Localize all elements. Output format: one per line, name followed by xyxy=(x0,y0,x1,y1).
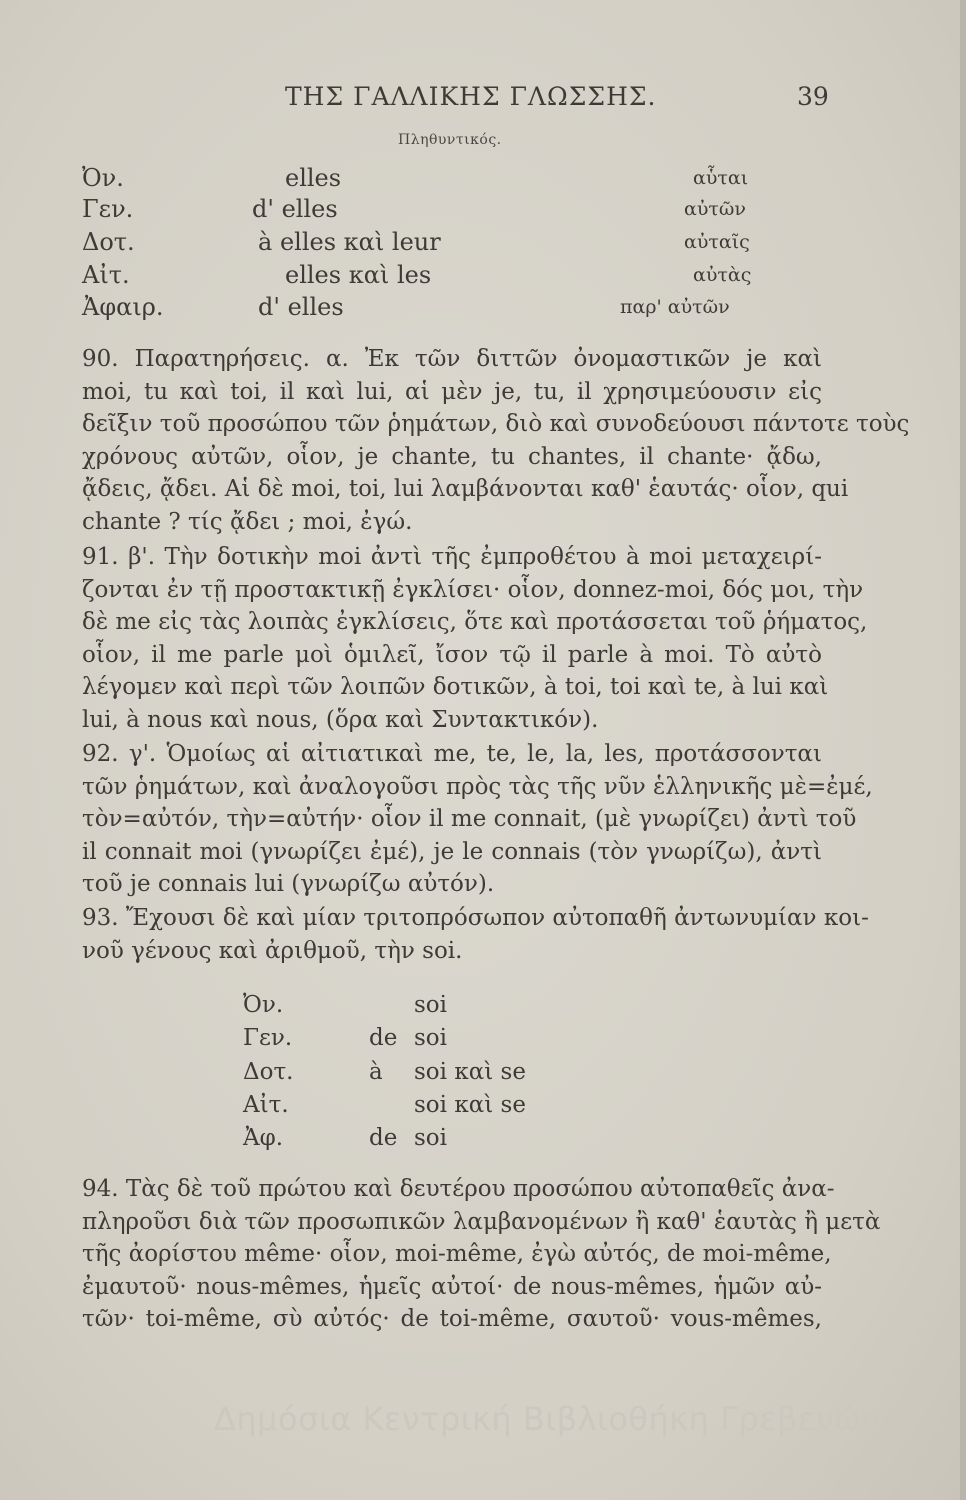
text-line: τῆς ἀορίστου même· οἷον, moi-même, ἐγὼ αὐτός, de moi-même, xyxy=(82,1241,832,1268)
case-label: Ἀφ. xyxy=(243,1125,284,1151)
text-line: πληροῦσι διὰ τῶν προσωπικῶν λαμβανομένων ἢ καθ' ἑαυτὰς ἢ μετὰ xyxy=(82,1208,881,1235)
text-line: ἐμαυτοῦ· nous-mêmes, ἡμεῖς αὐτοί· de nous-mêmes, ἡμῶν αὐ- xyxy=(82,1273,822,1300)
case-label: Γεν. xyxy=(243,1025,293,1051)
table-row xyxy=(0,261,966,295)
text-line: οἷον, il me parle μοὶ ὁμιλεῖ, ἴσον τῷ il parle à moi. Τὸ αὐτὸ xyxy=(82,641,822,668)
text-line: chante ? τίς ᾄδει ; moi, ἐγώ. xyxy=(82,508,413,535)
french-form: d' elles xyxy=(252,195,338,223)
prefix: de xyxy=(369,1125,398,1151)
french-form: elles καὶ les xyxy=(285,261,432,289)
text-line: 90. Παρατηρήσεις. α. Ἐκ τῶν διττῶν ὀνομαστικῶν je καὶ xyxy=(82,346,822,372)
table-row xyxy=(0,293,966,327)
text-line: δεῖξιν τοῦ προσώπου τῶν ῥημάτων, διὸ καὶ συνοδεύουσι πάντοτε τοὺς xyxy=(82,411,910,438)
case-label: Ἀφαιρ. xyxy=(82,293,164,321)
library-watermark: Δημόσια Κεντρική Βιβλιοθήκη Γρεβενών xyxy=(214,1400,880,1438)
case-label: Γεν. xyxy=(82,195,134,223)
soi-form: soi xyxy=(414,992,448,1018)
text-line: τοῦ je connais lui (γνωρίζω αὐτόν). xyxy=(82,871,495,898)
case-label: Ὀν. xyxy=(243,992,284,1018)
table-row xyxy=(0,1125,966,1159)
text-line: lui, à nous καὶ nous, (ὅρα καὶ Συντακτικόν). xyxy=(82,706,599,733)
paragraph-92 xyxy=(82,738,873,901)
case-label: Δοτ. xyxy=(243,1059,294,1085)
text-line: τῶν· toi-même, σὺ αὐτός· de toi-même, σαυτοῦ· vous-mêmes, xyxy=(82,1306,822,1333)
soi-form: soi xyxy=(414,1025,448,1051)
table-row xyxy=(0,1025,966,1059)
paragraph-94 xyxy=(82,1173,881,1336)
text-line: τὸν=αὐτόν, τὴν=αὐτήν· οἷον il me connait, (μὲ γνωρίζει) ἀντὶ τοῦ xyxy=(82,806,857,833)
greek-form: αὐτὰς xyxy=(693,264,752,286)
soi-form: soi καὶ se xyxy=(414,1059,526,1085)
table-row xyxy=(0,195,966,229)
text-line: τῶν ῥημάτων, καὶ ἀναλογοῦσι πρὸς τὰς τῆς νῦν ἑλληνικῆς μὲ=ἐμέ, xyxy=(82,773,873,800)
text-line: νοῦ γένους καὶ ἀριθμοῦ, τὴν soi. xyxy=(82,937,463,964)
text-line: il connait moi (γνωρίζει ἐμέ), je le connais (τὸν γνωρίζω), ἀντὶ xyxy=(82,838,822,865)
text-line: moi, tu καὶ toi, il καὶ lui, αἱ μὲν je, tu, il χρησιμεύουσιν εἰς xyxy=(82,378,822,405)
soi-form: soi xyxy=(414,1125,448,1151)
table-row xyxy=(0,1059,966,1093)
table-row xyxy=(0,992,966,1026)
case-label: Ὀν. xyxy=(82,164,124,192)
case-label: Αἰτ. xyxy=(82,261,130,289)
paragraph-90 xyxy=(82,343,910,539)
greek-form: παρ' αὐτῶν xyxy=(620,296,730,318)
case-label: Αἰτ. xyxy=(243,1092,289,1118)
greek-form: αὐτῶν xyxy=(684,198,746,220)
table-row xyxy=(0,228,966,262)
text-line: 94. Τὰς δὲ τοῦ πρώτου καὶ δευτέρου προσώπου αὐτοπαθεῖς ἀνα- xyxy=(82,1176,835,1202)
prefix: à xyxy=(369,1059,383,1085)
french-form: d' elles xyxy=(258,293,344,321)
running-title: ΤΗΣ ΓΑΛΛΙΚΗΣ ΓΛΩΣΣΗΣ. xyxy=(285,82,657,111)
greek-form: αὐταῖς xyxy=(684,231,750,253)
text-line: ζονται ἐν τῇ προστακτικῇ ἐγκλίσει· οἷον, donnez-moi, δός μοι, τὴν xyxy=(82,576,864,603)
table-row xyxy=(0,164,966,198)
text-line: 93. Ἔχουσι δὲ καὶ μίαν τριτοπρόσωπον αὐτοπαθῆ ἀντωνυμίαν κοι- xyxy=(82,905,869,931)
soi-form: soi καὶ se xyxy=(414,1092,526,1118)
table-subtitle: Πληθυντικός. xyxy=(398,132,502,148)
text-line: ᾄδεις, ᾄδει. Αἱ δὲ moi, toi, lui λαμβάνονται καθ' ἑαυτάς· οἷον, qui xyxy=(82,476,849,503)
paragraph-93 xyxy=(82,902,869,967)
page-number: 39 xyxy=(797,82,829,111)
text-line: λέγομεν καὶ περὶ τῶν λοιπῶν δοτικῶν, à toi, toi καὶ te, à lui καὶ xyxy=(82,674,829,701)
text-line: χρόνους αὐτῶν, οἷον, je chante, tu chantes, il chante· ᾄδω, xyxy=(82,443,822,470)
paragraph-91 xyxy=(82,541,868,737)
text-line: 91. β'. Τὴν δοτικὴν moi ἀντὶ τῆς ἐμπροθέτου à moi μεταχειρί- xyxy=(82,544,822,570)
text-line: δὲ me εἰς τὰς λοιπὰς ἐγκλίσεις, ὅτε καὶ προτάσσεται τοῦ ῥήματος, xyxy=(82,609,868,636)
french-form: elles xyxy=(285,164,342,192)
text-line: 92. γ'. Ὁμοίως αἱ αἰτιατικαὶ me, te, le, la, les, προτάσσονται xyxy=(82,741,822,767)
french-form: à elles καὶ leur xyxy=(258,228,441,256)
greek-form: αὗται xyxy=(693,167,749,189)
prefix: de xyxy=(369,1025,398,1051)
case-label: Δοτ. xyxy=(82,228,135,256)
table-row xyxy=(0,1092,966,1126)
